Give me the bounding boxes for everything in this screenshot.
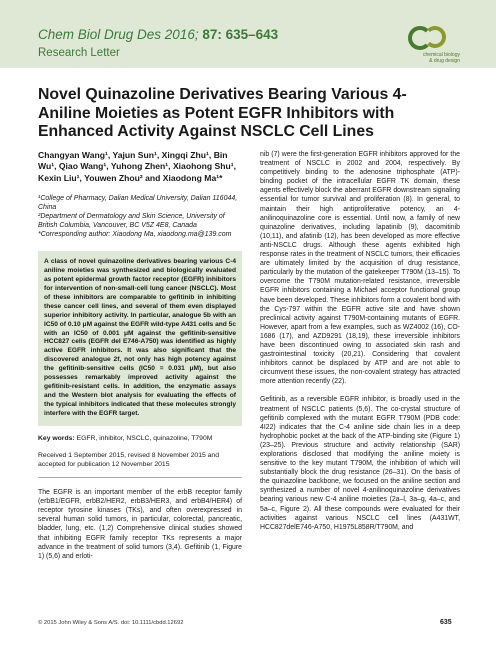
right-column: [260, 150, 460, 532]
logo-text: chemical biology & drug design: [423, 52, 460, 64]
affiliation-2: ²Department of Dermatology and Skin Science, University of British Columbia, Vancouver, BC V5Z 4E8, Canada: [38, 212, 225, 229]
affiliations: [38, 194, 242, 239]
abstract: A class of novel quinazoline derivatives bearing various C-4 aniline moieties was synthesized and biologically evaluated as potent epidermal growth factor receptor (EGFR) inhibitors for intervention of non-small-cell lung cancer (NSCLC). Most of these inhibitors are comparable to gefitinib in inhibiting these cancer cell lines, and several of them even displayed superior inhibitory activity. In particular, analogue 5b with an IC50 of 0.10 μM against the EGFR wild-type A431 cells and 5c with an IC50 of 0.001 μM against the gefitinib-sensitive HCC827 cells (EGFR del E746-A750) was identified as highly active EGFR inhibitors. It was also significant that the discovered analogue 2f, not only has high potency against the gefitinib-sensitive cells (IC50 = 0.031 μM), but also possesses remarkably improved activity against the gefitinib-resistant cells. In addition, the enzymatic assays and the Western blot analysis for evaluating the effects of the typical inhibitors indicated that these molecules strongly interfere with the EGFR target.: [38, 251, 242, 426]
logo-ring-right: [424, 26, 446, 48]
corresponding-author: *Corresponding author: Xiaodong Ma, xiaodong.ma@139.com: [38, 230, 232, 238]
body-text-left: The EGFR is an important member of the erbB receptor family (erbB1/EGFR, erbB2/HER2, erbB3/HER3, and erbB4/HER4) of receptor tyrosine kinases (TKs), and often overexpressed in several human solid tumors, in particular, colorectal, pancreatic, bladder, lung, etc. (1,2) Comprehensive clinical studies showed that inhibiting EGFR family receptor TKs represents a major advance in the treatment of solid tumors (3,4). Gefitinib (1, Figure 1) (5,6) and erloti-: [38, 489, 242, 560]
author-list: Changyan Wang¹, Yajun Sun¹, Xingqi Zhu¹, Bin Wu¹, Qiao Wang¹, Yuhong Zhen¹, Xiaohong Shu¹, Kexin Liu¹, Youwen Zhou² and Xiaodong Ma¹*: [38, 150, 236, 183]
paragraph-1: nib (7) were the first-generation EGFR inhibitors approved for the treatment of NSCLC in 2002 and 2004, respectively. By competitively binding to the adenosine triphosphate (ATP)-binding pocket of the intracellular EGFR TK domain, these agents effectively block the aberrant EGFR downstream signaling essential for tumor survival and proliferation (8). In general, to maintain their high antiproliferative potency, an 4-anilinoquinazoline core is essential. Until now, a family of new quinazoline derivatives, including lapatinib (9), dacomitinib (10,11), and afatinib (12), has been developed as more effective anti-NSCLC drugs. Although these agents exhibited high response rates in the treatment of NSCLC tumors, their efficacies are ultimately limited by the acquisition of drug resistance, particularly by the mutation of the gatekeeper T790M (13–15). To overcome the T790M mutation-related resistance, irreversible EGFR inhibitors containing a Michael acceptor functional group have been developed. These inhibitors form a covalent bond with the Cys-797 within the EGFR active site and have shown preclinical activity against T790M-containing mutants of EGFR. However, apart from a few examples, such as WZ4002 (16), CO-1686 (17), and AZD9291 (18,19), these irreversible inhibitors have been discontinued owing to associated skin rash and gastrointestinal toxicity (20,21). Considering that covalent inhibitors cannot be displaced by ATP and are not able to circumvent these issues, the non-covalent strategy has attracted more attention recently (22).: [260, 151, 460, 386]
volume-pages: 87: 635–643: [202, 27, 279, 42]
journal-citation: [38, 27, 278, 42]
article-title: Novel Quinazoline Derivatives Bearing Various 4-Aniline Moieties as Potent EGFR Inhibitors with Enhanced Activity Against NSCLC Cell Lines: [38, 86, 407, 140]
body-text-right: [260, 150, 460, 532]
footer-copyright: © 2015 John Wiley & Sons A/S. doi: 10.1111/cbdd.12692: [38, 620, 184, 626]
journal-name: Chem Biol Drug Des 2016;: [38, 27, 199, 42]
affiliation-1: ¹College of Pharmacy, Dalian Medical University, Dalian 116044, China: [38, 194, 238, 211]
divider: [38, 477, 242, 478]
journal-logo: [404, 20, 460, 64]
received-dates: Received 1 September 2015, revised 8 November 2015 and accepted for publication 12 November 2015: [38, 452, 219, 469]
section-label: Research Letter: [38, 47, 120, 59]
paragraph-2: Gefitinib, as a reversible EGFR inhibitor, is broadly used in the treatment of NSCLC patients (5,6). The co-crystal structure of gefitinib complexed with the mutant EGFR T790M (PDB code: 4I22) indicates that the C-4 aniline side chain lies in a deep hydrophobic pocket at the back of the ATP-binding site (Figure 1) (23–25). Previous structure and activity relationship (SAR) explorations disclosed that modifying the aniline moiety is sensitive to the key mutant T790M, the inhibition of which will substantially block the drug resistance (26–31). On the basis of the quinazoline backbone, we focused on the aniline section and synthesized a number of novel 4-anilinoquinazoline derivatives bearing various new C-4 aniline moieties (2a–l, 3a–g, 4a–c, and 5a–c, Figure 2). All these compounds were evaluated for their activities against various NSCLC cell lines (A431WT, HCC827delE746-A750, H1975L858R/T790M, and: [260, 396, 460, 531]
keywords-label: Key words:: [38, 435, 75, 443]
left-column: [38, 150, 242, 561]
page-number: 635: [440, 619, 452, 626]
keywords: [38, 434, 242, 443]
keywords-text: EGFR, inhibitor, NSCLC, quinazoline, T790M: [76, 435, 213, 443]
